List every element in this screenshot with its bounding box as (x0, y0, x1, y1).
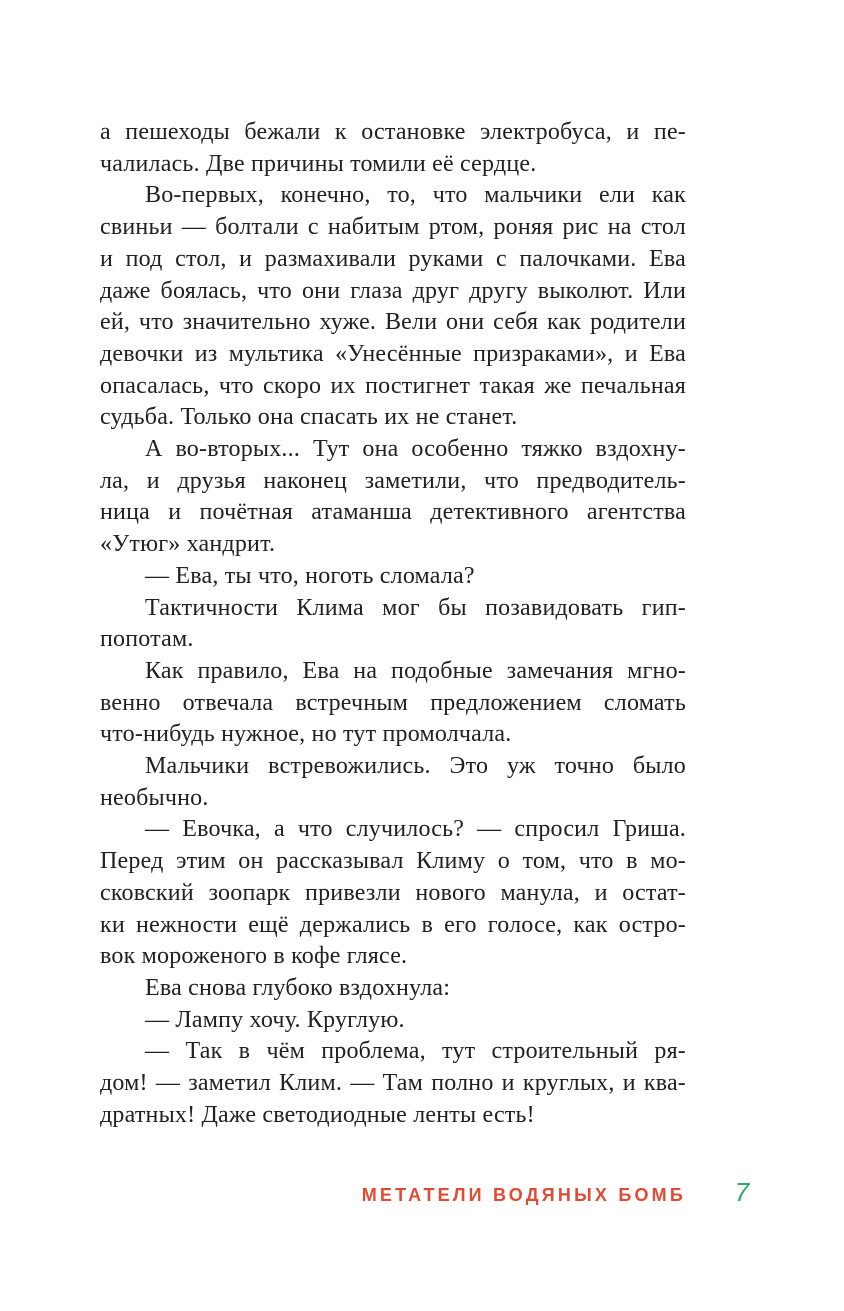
text-line: Как правило, Ева на подобные замечания мгно- (145, 657, 686, 684)
text-line: «Утюг» хандрит. (100, 531, 276, 558)
paragraph (100, 814, 686, 973)
text-line: ки нежности ещё держались в его голосе, как остро- (100, 911, 686, 938)
text-line: а пешеходы бежали к остановке электробуса, и пе- (100, 119, 686, 145)
paragraph (100, 593, 686, 656)
text-line: Тактичности Клима мог бы позавидовать гип- (145, 594, 686, 621)
text-line: — Евочка, а что случилось? — спросил Гриша. (145, 816, 686, 843)
text-line: сковский зоопарк привезли нового манула, и остат- (100, 879, 686, 906)
text-line: дом! — заметил Клим. — Там полно и круглых, и ква- (100, 1070, 686, 1097)
paragraph (100, 117, 686, 180)
text-line: вок мороженого в кофе глясе. (100, 943, 408, 970)
text-line: свиньи — болтали с набитым ртом, роняя рис на стол (100, 214, 686, 241)
text-line: А во-вторых... Тут она особенно тяжко вздохну- (145, 436, 686, 463)
text-line: ла, и друзья наконец заметили, что предводитель- (100, 467, 686, 494)
text-line: Перед этим он рассказывал Климу о том, что в мо- (100, 848, 686, 875)
paragraph (100, 561, 686, 593)
paragraph (100, 973, 686, 1005)
text-line: ница и почётная атаманша детективного агентства (100, 499, 686, 526)
text-line: дратных! Даже светодиодные ленты есть! (100, 1101, 535, 1128)
text-line: венно отвечала встречным предложением сломать (100, 689, 686, 716)
text-line: — Лампу хочу. Круглую. (145, 1006, 405, 1033)
paragraph (100, 751, 686, 814)
text-line: что-нибудь нужное, но тут промолчала. (100, 721, 512, 748)
text-line: Мальчики встревожились. Это уж точно было (145, 753, 686, 780)
paragraph (100, 656, 686, 751)
paragraph (100, 434, 686, 561)
running-title: МЕТАТЕЛИ ВОДЯНЫХ БОМБ (361, 1185, 686, 1205)
text-line: и под стол, и размахивали руками с палочками. Ева (100, 245, 686, 272)
text-line: опасалась, что скоро их постигнет такая же печальная (100, 372, 686, 399)
paragraph (100, 180, 686, 434)
text-line: Во-первых, конечно, то, что мальчики ели как (145, 182, 686, 209)
text-line: Ева снова глубоко вздохнула: (145, 974, 451, 1001)
text-line: даже боялась, что они глаза друг другу выколют. Или (100, 277, 686, 304)
text-line: девочки из мультика «Унесённые призраками», и Ева (100, 340, 686, 367)
text-line: судьба. Только она спасать их не станет. (100, 404, 518, 431)
text-line: — Так в чём проблема, тут строительный ря- (145, 1038, 686, 1065)
page-number: 7 (734, 1177, 750, 1207)
paragraph (100, 1036, 686, 1131)
text-line: необычно. (100, 784, 209, 811)
text-line: попотам. (100, 626, 194, 653)
text-line: — Ева, ты что, ноготь сломала? (145, 562, 475, 589)
paragraph (100, 1005, 686, 1037)
text-line: чалилась. Две причины томили её сердце. (100, 150, 537, 177)
text-line: ей, что значительно хуже. Вели они себя как родители (100, 309, 686, 336)
text-block (100, 117, 686, 1132)
